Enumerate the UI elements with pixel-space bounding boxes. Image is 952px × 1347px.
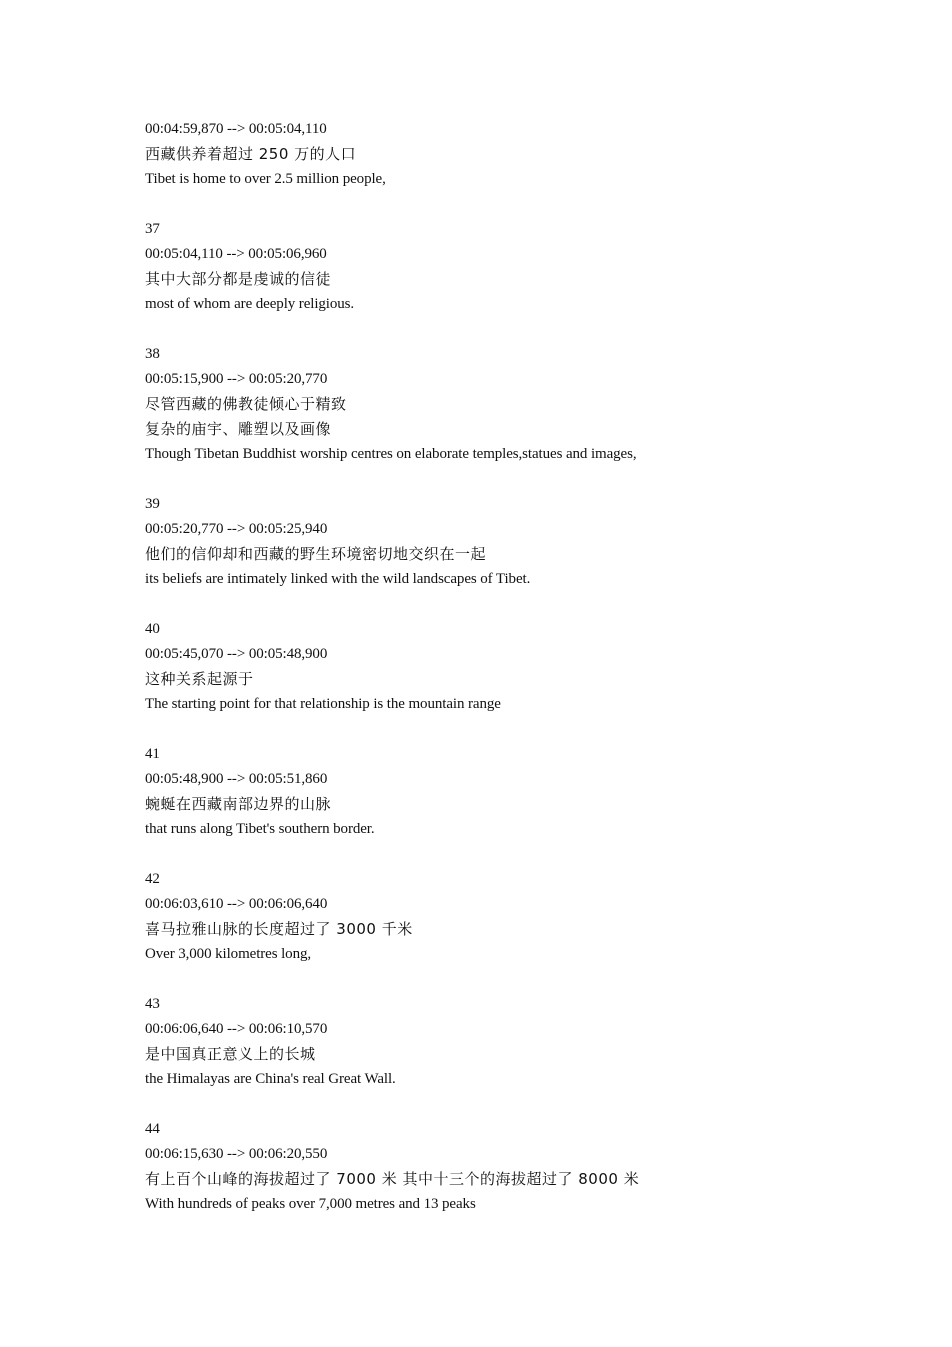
subtitle-chinese-text: 蜿蜒在西藏南部边界的山脉 <box>145 795 332 813</box>
subtitle-english-text: Over 3,000 kilometres long, <box>145 946 312 962</box>
subtitle-english-text: the Himalayas are China's real Great Wall. <box>145 1071 396 1087</box>
subtitle-time: 00:05:15,900 --> 00:05:20,770 <box>145 371 328 387</box>
subtitle-entry <box>145 117 905 192</box>
subtitle-time: 00:05:20,770 --> 00:05:25,940 <box>145 521 328 537</box>
subtitle-time: 00:05:04,110 --> 00:05:06,960 <box>145 246 327 262</box>
subtitle-time: 00:05:45,070 --> 00:05:48,900 <box>145 646 328 662</box>
subtitle-chinese-text: 复杂的庙宇、雕塑以及画像 <box>145 420 332 438</box>
subtitle-entry <box>145 992 905 1092</box>
subtitle-english-text: The starting point for that relationship is the mountain range <box>145 696 501 712</box>
subtitle-chinese-text: 他们的信仰却和西藏的野生环境密切地交织在一起 <box>145 545 487 563</box>
subtitle-entry <box>145 742 905 842</box>
subtitle-chinese-text: 有上百个山峰的海拔超过了 7000 米 其中十三个的海拔超过了 8000 米 <box>145 1170 640 1188</box>
subtitle-chinese-text: 尽管西藏的佛教徒倾心于精致 <box>145 395 347 413</box>
subtitle-time: 00:06:15,630 --> 00:06:20,550 <box>145 1146 328 1162</box>
subtitle-chinese-text: 是中国真正意义上的长城 <box>145 1045 316 1063</box>
subtitle-chinese-text: 喜马拉雅山脉的长度超过了 3000 千米 <box>145 920 413 938</box>
subtitle-english-text: With hundreds of peaks over 7,000 metres and 13 peaks <box>145 1196 476 1212</box>
subtitle-entry <box>145 1117 905 1217</box>
subtitle-index: 40 <box>145 621 160 637</box>
subtitle-chinese-text: 这种关系起源于 <box>145 670 254 688</box>
subtitle-index: 44 <box>145 1121 160 1137</box>
subtitle-entry <box>145 617 905 717</box>
subtitle-english-text: Though Tibetan Buddhist worship centres on elaborate temples,statues and images, <box>145 446 637 462</box>
subtitle-english-text: its beliefs are intimately linked with the wild landscapes of Tibet. <box>145 571 531 587</box>
subtitle-index: 43 <box>145 996 160 1012</box>
subtitle-entry <box>145 867 905 967</box>
subtitle-time: 00:06:06,640 --> 00:06:10,570 <box>145 1021 328 1037</box>
subtitle-chinese-text: 其中大部分都是虔诚的信徒 <box>145 270 332 288</box>
subtitle-entry <box>145 492 905 592</box>
subtitle-index: 41 <box>145 746 160 762</box>
subtitle-index: 39 <box>145 496 160 512</box>
subtitle-index: 42 <box>145 871 160 887</box>
subtitle-english-text: most of whom are deeply religious. <box>145 296 355 312</box>
subtitle-time: 00:05:48,900 --> 00:05:51,860 <box>145 771 328 787</box>
subtitle-entry <box>145 342 905 467</box>
subtitle-english-text: Tibet is home to over 2.5 million people, <box>145 171 386 187</box>
subtitle-index: 37 <box>145 221 160 237</box>
subtitle-list <box>145 117 905 1242</box>
subtitle-index: 38 <box>145 346 160 362</box>
subtitle-english-text: that runs along Tibet's southern border. <box>145 821 375 837</box>
subtitle-entry <box>145 217 905 317</box>
subtitle-time: 00:06:03,610 --> 00:06:06,640 <box>145 896 328 912</box>
subtitle-chinese-text: 西藏供养着超过 250 万的人口 <box>145 145 357 163</box>
subtitle-time: 00:04:59,870 --> 00:05:04,110 <box>145 121 327 137</box>
